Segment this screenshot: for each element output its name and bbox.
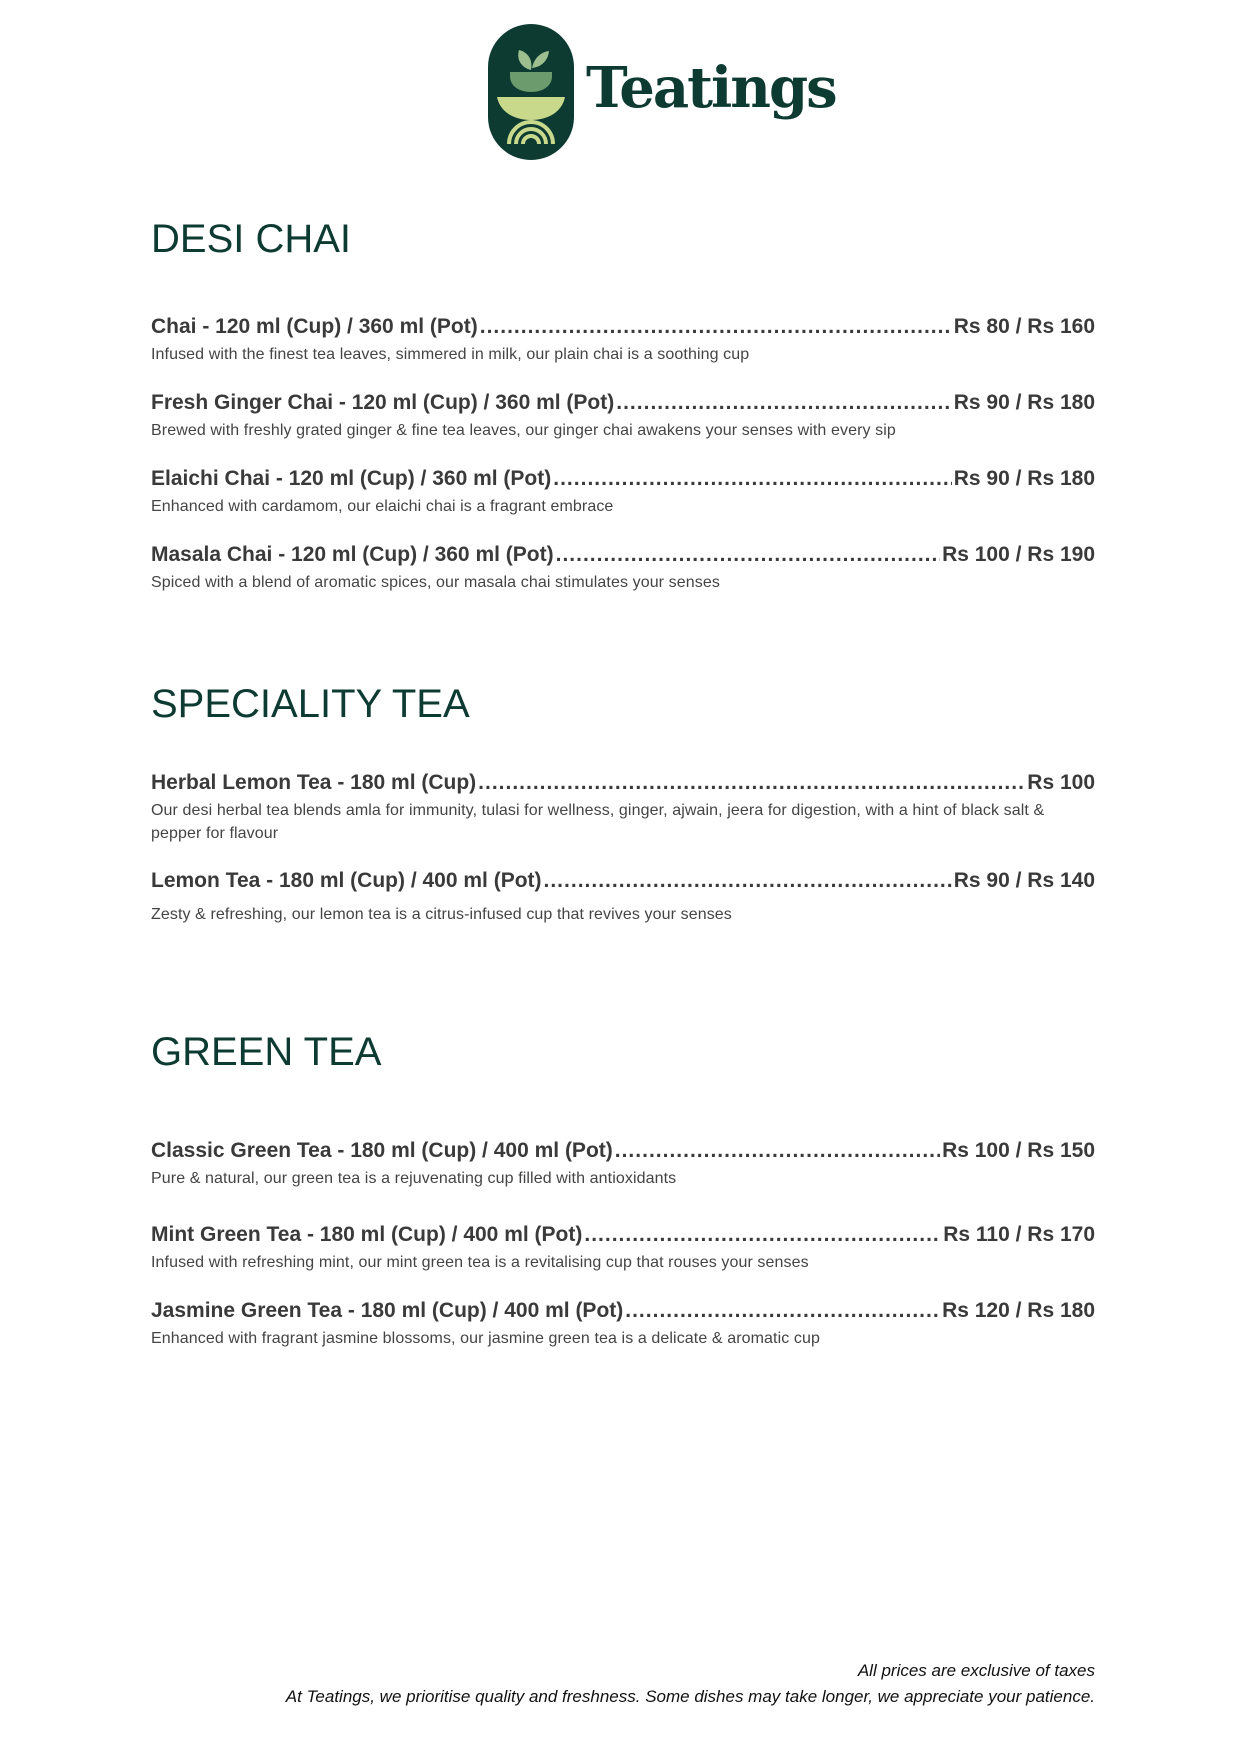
menu-item [151,770,1095,846]
quality-note: At Teatings, we prioritise quality and freshness. Some dishes may take longer, we appreciate your patience. [285,1687,1095,1707]
footer-notes [286,1658,1095,1711]
item-description: Brewed with freshly grated ginger & fine tea leaves, our ginger chai awakens your senses with every sip [151,422,896,440]
brand-logo [488,24,836,160]
item-price: Rs 90 / Rs 140 [953,869,1095,892]
item-description: Spiced with a blend of aromatic spices, our masala chai stimulates your senses [151,574,720,592]
menu-item [151,1222,1095,1274]
item-price: Rs 90 / Rs 180 [953,391,1095,414]
dot-leader [584,1222,941,1247]
menu-item [151,390,1095,442]
dot-leader [480,314,952,339]
item-description: Zesty & refreshing, our lemon tea is a citrus-infused cup that revives your senses [151,906,732,924]
menu-item [151,1298,1095,1350]
item-description: Infused with the finest tea leaves, simmered in milk, our plain chai is a soothing cup [151,346,750,364]
section-title-speciality-tea: SPECIALITY TEA [151,682,470,726]
item-description: Pure & natural, our green tea is a rejuvenating cup filled with antioxidants [151,1170,677,1188]
item-name: Fresh Ginger Chai - 120 ml (Cup) / 360 ml (Pot) [151,391,615,414]
item-name: Elaichi Chai - 120 ml (Cup) / 360 ml (Pot) [151,467,552,490]
dot-leader [544,868,952,893]
item-name: Mint Green Tea - 180 ml (Cup) / 400 ml (Pot) [151,1223,583,1246]
dot-leader [615,1138,940,1163]
tax-note: All prices are exclusive of taxes [857,1661,1095,1680]
dot-leader [625,1298,940,1323]
menu-item [151,542,1095,594]
menu-item [151,868,1095,926]
item-price: Rs 100 / Rs 150 [942,1139,1095,1162]
item-name: Chai - 120 ml (Cup) / 360 ml (Pot) [151,315,478,338]
item-description: Enhanced with fragrant jasmine blossoms, our jasmine green tea is a delicate & aromatic cup [151,1330,820,1348]
item-name: Lemon Tea - 180 ml (Cup) / 400 ml (Pot) [151,869,542,892]
item-price: Rs 90 / Rs 180 [953,467,1095,490]
brand-name: Teatings [586,55,836,121]
menu-item [151,314,1095,366]
section-title-green-tea: GREEN TEA [151,1030,382,1074]
menu-item [151,466,1095,518]
item-price: Rs 80 / Rs 160 [953,315,1095,338]
item-description: Infused with refreshing mint, our mint green tea is a revitalising cup that rouses your senses [151,1254,809,1272]
dot-leader [553,466,951,491]
menu-item [151,1138,1095,1190]
item-description: Our desi herbal tea blends amla for immunity, tulasi for wellness, ginger, ajwain, jeera for digestion, with a hint of black salt & pepper for flavour [151,802,1045,843]
item-name: Masala Chai - 120 ml (Cup) / 360 ml (Pot) [151,543,554,566]
item-price: Rs 110 / Rs 170 [943,1223,1095,1246]
item-name: Classic Green Tea - 180 ml (Cup) / 400 ml (Pot) [151,1139,613,1162]
item-price: Rs 100 [1027,771,1095,794]
dot-leader [556,542,940,567]
item-description: Enhanced with cardamom, our elaichi chai is a fragrant embrace [151,498,614,516]
dot-leader [478,770,1025,795]
item-price: Rs 100 / Rs 190 [942,543,1095,566]
item-name: Jasmine Green Tea - 180 ml (Cup) / 400 ml (Pot) [151,1299,624,1322]
item-name: Herbal Lemon Tea - 180 ml (Cup) [151,771,477,794]
teacup-leaf-icon [488,24,574,160]
item-price: Rs 120 / Rs 180 [942,1299,1095,1322]
section-title-desi-chai: DESI CHAI [151,217,352,261]
dot-leader [616,390,951,415]
